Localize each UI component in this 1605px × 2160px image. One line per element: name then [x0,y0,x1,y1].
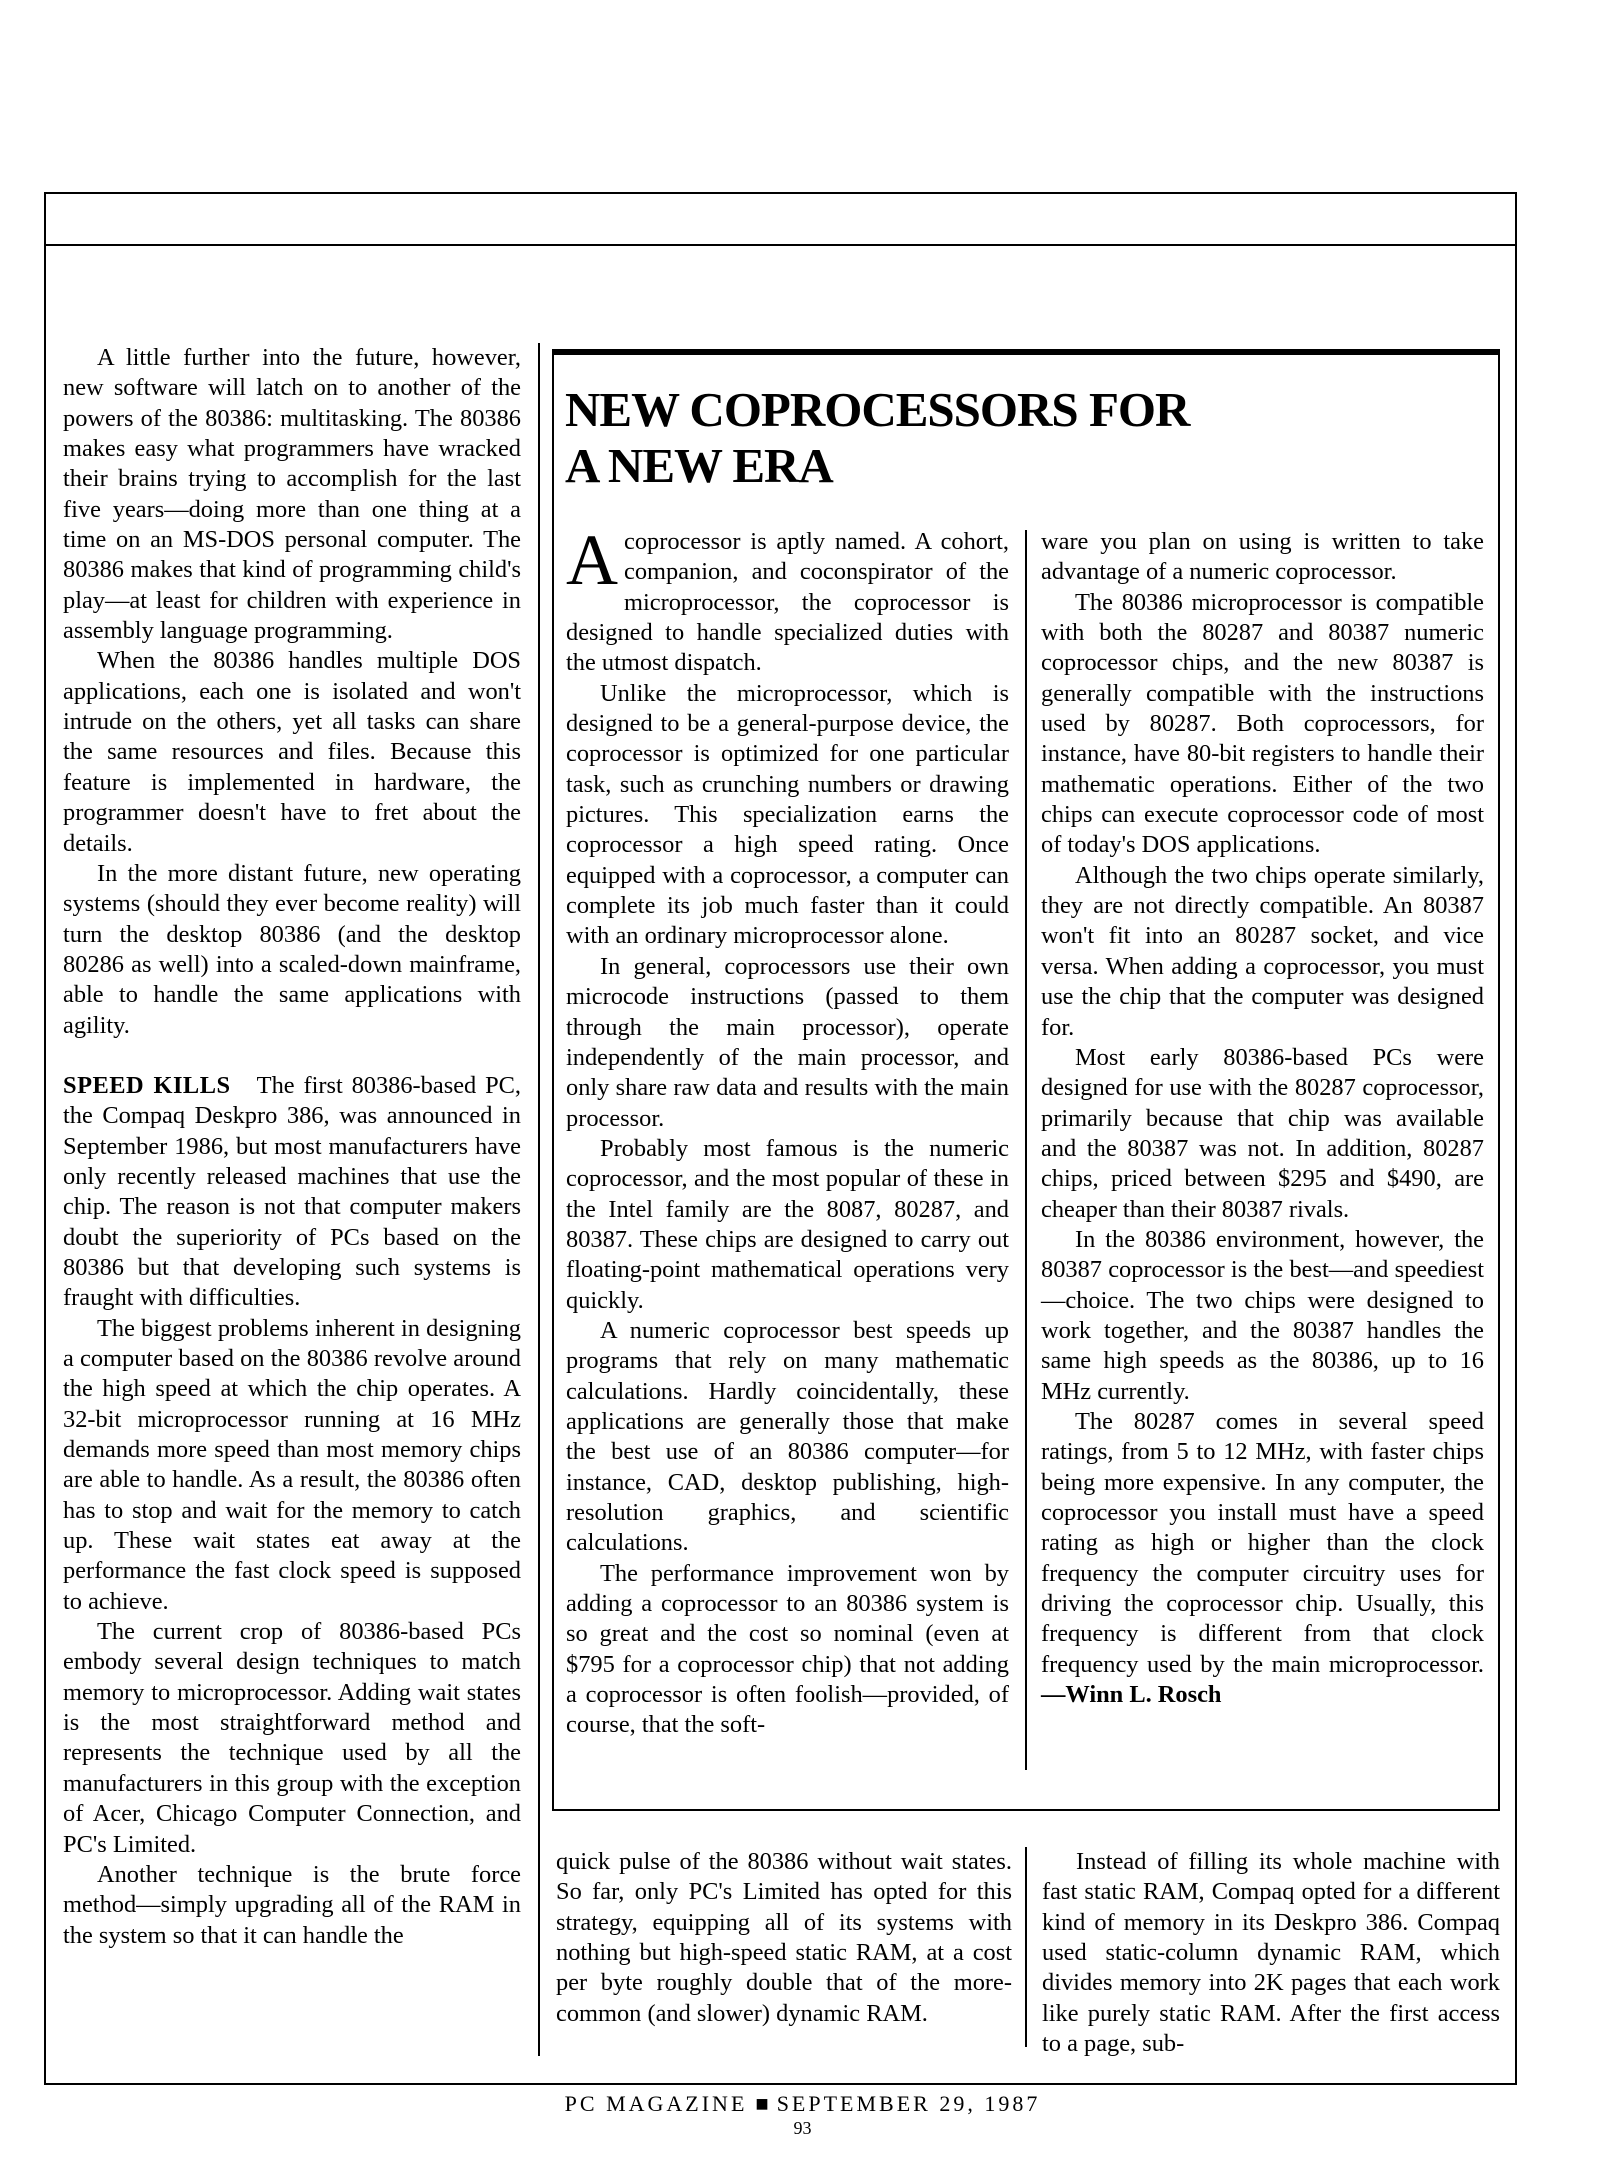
paragraph: Probably most famous is the numeric coprocessor, and the most popular of these in the Intel family are the 8087, 80287, and 80387. These chips are designed to carry out floating-point mathematical operations very quickly. [566,1134,1009,1314]
paragraph: A numeric coprocessor best speeds up programs that rely on many mathematic calculations. Hardly coincidentally, these applications are generally those that make the best use of an 80386 computer—for instance, CAD, desktop publishing, high-resolution graphics, and scientific calculations. [566,1316,1009,1557]
paragraph: Instead of filling its whole machine with fast static RAM, Compaq opted for a different kind of memory in its Deskpro 386. Compaq used static-column dynamic RAM, which divides memory into 2K pages that each work like purely static RAM. After the first access to a page, sub- [1042,1848,1500,2058]
column-rule [1025,530,1027,1770]
paragraph: In general, coprocessors use their own microcode instructions (passed to them through the main processor), operate independently of the main processor, and only share raw data and results with the main processor. [566,952,1009,1132]
bottom-middle-column [556,1847,1012,2029]
paragraph: Although the two chips operate similarly, they are not directly compatible. An 80387 won't fit into an 80287 socket, and vice versa. When adding a coprocessor, you must use the chip that the computer was designed for. [1041,861,1484,1041]
paragraph: In the 80386 environment, however, the 80387 coprocessor is the best—and speediest—choice. The two chips were designed to work together, and the 80387 handles the same high speeds as the 80386, up to 16 MHz currently. [1041,1225,1484,1405]
column-rule [538,343,540,2056]
paragraph: quick pulse of the 80386 without wait states. So far, only PC's Limited has opted for this strategy, equipping all of its systems with nothing but high-speed static RAM, at a cost per byte roughly double that of the more-common (and slower) dynamic RAM. [556,1848,1012,2027]
drop-cap: A [566,520,618,600]
header-divider [44,244,1517,246]
paragraph [566,520,1009,679]
paragraph: The current crop of 80386-based PCs embody several design techniques to match memory to microprocessor. Adding wait states is the most straightforward method and represents the technique used by all the manufacturers in this group with the exception of Acer, Chicago Computer Connection, and PC's Limited. [63,1618,521,1858]
sidebar-title-line: A NEW ERA [565,438,833,493]
paragraph: When the 80386 handles multiple DOS applications, each one is isolated and won't intrude on the others, yet all tasks can share the same resources and files. Because this feature is implemented in hardware, the programmer doesn't have to fret about the details. [63,647,521,857]
paragraph: The performance improvement won by adding a coprocessor to an 80386 system is so great and the cost so nominal (even at $795 for a coprocessor chip) that not adding a coprocessor is often foolish—provided, of course, that the soft- [566,1559,1009,1739]
bottom-right-column [1042,1847,1500,2059]
sidebar-column-2 [1041,527,1484,1710]
paragraph: ware you plan on using is written to take advantage of a numeric coprocessor. [1041,528,1484,586]
paragraph: In the more distant future, new operating systems (should they ever become reality) will turn the desktop 80386 (and the desktop 80286 as well) into a scaled-down mainframe, able to handle the same applications with agility. [63,859,521,1039]
paragraph [1041,1407,1484,1710]
paragraph: The 80386 microprocessor is compatible with both the 80287 and 80387 numeric coprocessor chips, and the new 80387 is generally compatible with the instructions used by 80287. Both coprocessors, for instance, have 80-bit registers to handle their mathematic operations. Either of the two chips can execute coprocessor code of most of today's DOS applications. [1041,588,1484,859]
speed-kills-paragraph [63,1071,521,1314]
page-number: 93 [793,2118,812,2138]
paragraph-text: The first 80386-based PC, the Compaq Deskpro 386, was announced in September 1986, but most manufacturers have only recently released machines that use the chip. The reason is not that computer makers doubt the superiority of PCs based on the 80386 but that developing such systems is fraught with difficulties. [63,1071,522,1312]
page-footer [0,2093,1605,2115]
paragraph: A little further into the future, however, new software will latch on to another of the powers of the 80386: multitasking. The 80386 makes easy what programmers have wracked their brains trying to accomplish for the last five years—doing more than one thing at a time on an MS-DOS personal computer. The 80386 makes that kind of programming child's play—at least for children with experience in assembly language programming. [63,344,521,645]
paragraph-text: The 80287 comes in several speed ratings, from 5 to 12 MHz, with faster chips being more expensive. In any computer, the coprocessor you install must have a speed rating as high or higher than the clock frequency the computer circuitry uses for driving the coprocessor chip. Usually, this frequency is different from that clock frequency used by the main microprocessor. [1041,1407,1484,1678]
paragraph: Another technique is the brute force method—simply upgrading all of the RAM in the system so that it can handle the [63,1860,521,1949]
paragraph-text: coprocessor is aptly named. A cohort, companion, and coconspirator of the microprocessor, the coprocessor is designed to handle specialized duties with the utmost dispatch. [566,528,1009,677]
paragraph: The biggest problems inherent in designing a computer based on the 80386 revolve around the high speed at which the chip operates. A 32-bit microprocessor running at 16 MHz demands more speed than most memory chips are able to handle. As a result, the 80386 often has to stop and wait for the memory to catch up. These wait states eat away at the performance the fast clock speed is supposed to achieve. [63,1314,521,1615]
left-column [63,343,521,1951]
paragraph: Most early 80386-based PCs were designed for use with the 80287 coprocessor, primarily because that chip was available and the 80387 was not. In addition, 80287 chips, priced between $295 and $490, are cheaper than their 80387 rivals. [1041,1043,1484,1223]
issue-date: SEPTEMBER 29, 1987 [776,2091,1041,2116]
sidebar-title-line: NEW COPROCESSORS FOR [565,382,1190,437]
section-runin-heading: SPEED KILLS [63,1071,231,1099]
column-rule [1025,1847,1027,2047]
publication-name: PC MAGAZINE [564,2091,748,2116]
paragraph: Unlike the microprocessor, which is designed to be a general-purpose device, the coprocessor is optimized for one particular task, such as crunching numbers or drawing pictures. This specialization earns the coprocessor a high speed rating. Once equipped with a coprocessor, a computer can complete its job much faster than it could with an ordinary microprocessor alone. [566,679,1009,950]
sidebar-title [565,382,1465,494]
footer-bullet: ■ [755,2091,769,2116]
byline: —Winn L. Rosch [1041,1681,1222,1709]
sidebar-column-1 [566,520,1009,1741]
